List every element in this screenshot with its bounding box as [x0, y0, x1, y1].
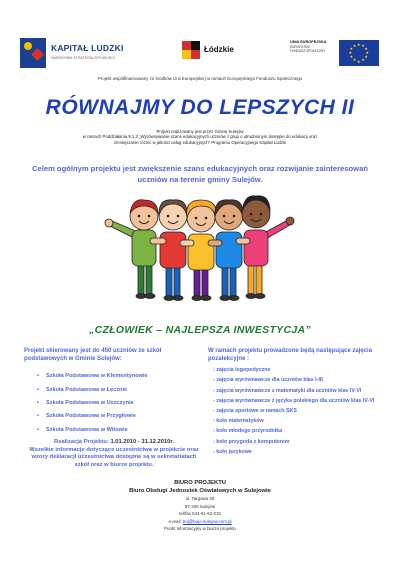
- eu-line-3: FUNDUSZ SPOŁECZNY: [290, 49, 326, 54]
- list-item: - zajęcia sportowe w ramach SKS: [213, 408, 297, 414]
- eu-star-icon: ★: [348, 50, 353, 55]
- list-item: - koło językowe: [213, 448, 252, 455]
- cofund-note: Projekt współfinansowany ze środków Unii Europejskiej w ramach Europejskiego Funduszu Społecznego: [97, 76, 303, 81]
- page-title: RÓWNAJMY DO LEPSZYCH II: [45, 96, 355, 119]
- realization-info: [24, 439, 204, 469]
- eu-flag-icon: [339, 40, 379, 66]
- realization-label: Realizacja Projektu:: [54, 439, 109, 446]
- office-phone: tel/fax 044-61-62-015: [179, 511, 221, 517]
- office-footer-note: Punkt Informacyjny w biurze projektu: [164, 526, 236, 532]
- list-item: • Szkoła Podstawowa w Uszczynie: [46, 397, 204, 410]
- office-name: Biuro Obsługi Jednostek Oświatowych w Sulejowie: [129, 488, 271, 494]
- lodzkie-mark-icon: [182, 41, 200, 59]
- activity-list: [208, 367, 384, 456]
- eu-line-2: EUROPEJSKI: [290, 45, 311, 49]
- eu-star-icon: ★: [361, 57, 365, 63]
- office-email-link[interactable]: boj@bojo-sulejow.com.pl: [182, 518, 232, 524]
- list-item: - koło matematyków: [213, 418, 264, 425]
- eu-star-icon: ★: [364, 45, 368, 51]
- realized-by-text: [16, 129, 384, 145]
- list-item: - koło młodego przyrodnika: [213, 428, 283, 435]
- list-item: • Szkoła Podstawowa w Klementynowie: [46, 370, 204, 383]
- realized-line-2: w ramach Poddziałania 9.1.2 „Wyrównywanie szans edukacyjnych uczniów z grup o utrudnionym dostępie do edukacji oraz: [82, 134, 318, 140]
- activities-section: [208, 348, 384, 459]
- eu-star-icon: ★: [361, 42, 365, 48]
- eu-star-icon: ★: [357, 58, 361, 64]
- list-item: - zajęcia wyrównawcze dla uczniów klas I-III: [213, 377, 323, 384]
- list-item: - zajęcia wyrównawcze z języka polskiego dla uczniów klas IV-VI: [213, 397, 375, 404]
- kapital-ludzki-logo: [20, 36, 140, 72]
- eu-star-icon: ★: [365, 50, 370, 55]
- target-section: [24, 348, 204, 470]
- list-item: - zajęcia wyrównawcze z matematyki dla uczniów klas IV-VI: [213, 387, 362, 394]
- project-goal: Celem ogólnym projektu jest zwiększenie szans edukacyjnych oraz rozwijanie zainteresowań uczniów na terenie gminy Sulejów.: [32, 164, 368, 184]
- activities-lead: W ramach projektu prowadzone będą następujące zajęcia pozalekcyjne :: [208, 348, 373, 362]
- logo-strip: [20, 36, 380, 72]
- eu-star-icon: ★: [349, 45, 354, 51]
- eu-star-icon: ★: [364, 54, 368, 60]
- target-lead: Projekt skierowany jest do 450 uczniów ze szkół podstawowych w Gminie Sulejów:: [24, 348, 162, 362]
- realized-line-3: zmniejszanie różnic w jakości usług edukacyjnych" Programu Operacyjnego Kapitał Ludzki: [113, 139, 287, 145]
- children-illustration: [98, 186, 298, 304]
- list-item: • Szkoła Podstawowa w Witowie: [46, 424, 204, 437]
- participation-info: Wszelkie informacje dotyczące uczestnictwa w projekcie oraz wzory deklaracji uczestnictwa dostępne są w sekretariatach szkół oraz w biurze projektu.: [29, 446, 199, 468]
- email-label: e-mail:: [168, 518, 182, 524]
- office-title: BIURO PROJEKTU: [174, 480, 226, 486]
- lodzkie-logo: [182, 38, 262, 68]
- list-item: • Szkoła Podstawowa w Łęcznie: [46, 384, 204, 397]
- office-street: ul. Targowa 20: [185, 496, 215, 501]
- eu-star-icon: ★: [349, 54, 354, 60]
- eu-logo-text: [290, 40, 336, 54]
- eu-logo: [290, 36, 384, 72]
- eu-line-1: UNIA EUROPEJSKA: [290, 40, 327, 44]
- realized-line-1: Projekt realizowany jest przez Gminę Sulejów: [156, 129, 244, 134]
- office-city: 97-330 Sulejów: [184, 503, 216, 509]
- eu-star-icon: ★: [357, 41, 361, 47]
- realization-dates: 1.01.2010 - 31.12.2010r.: [110, 439, 174, 446]
- eu-star-icon: ★: [352, 42, 357, 48]
- kapital-ludzki-mark-icon: [20, 38, 46, 68]
- project-office: [16, 479, 384, 533]
- list-item: - koło przygoda z komputerem: [213, 438, 290, 445]
- list-item: • Szkoła Podstawowa w Przygłowie: [46, 410, 204, 423]
- kapital-ludzki-subtitle: NARODOWA STRATEGIA SPÓJNOŚCI: [51, 56, 115, 60]
- eu-star-icon: ★: [352, 57, 357, 63]
- school-list: [46, 370, 204, 437]
- list-item: - zajęcia logopedyczne: [213, 367, 271, 374]
- kapital-ludzki-title: KAPITAŁ LUDZKI: [51, 43, 124, 53]
- poster-page: [6, 6, 394, 560]
- lodzkie-name: Łódzkie: [204, 45, 234, 54]
- office-email-line: [16, 518, 384, 526]
- slogan: „CZŁOWIEK – NAJLEPSZA INWESTYCJA”: [89, 324, 311, 336]
